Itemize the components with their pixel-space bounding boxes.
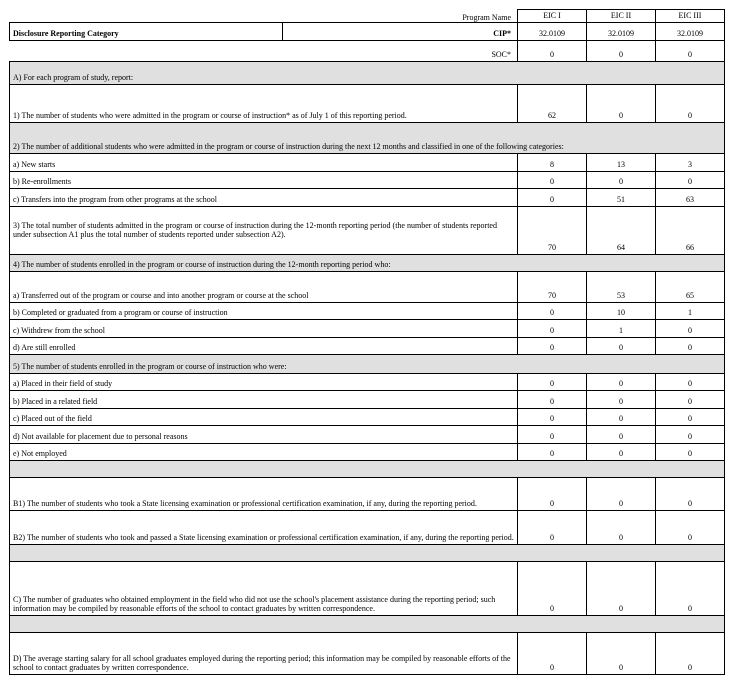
row-value-2: 53 bbox=[587, 272, 656, 303]
row-value-3: 1 bbox=[656, 303, 725, 320]
row-value-2: 0 bbox=[587, 426, 656, 444]
section-a4-label: 4) The number of students enrolled in the program or course of instruction during the 12-month reporting period who: bbox=[10, 255, 725, 272]
row-label: d) Not available for placement due to personal reasons bbox=[10, 426, 518, 444]
row-value-3: 63 bbox=[656, 189, 725, 207]
program-name-label: Program Name bbox=[283, 10, 518, 23]
cip-value-3: 32.0109 bbox=[656, 23, 725, 41]
section-spacer bbox=[10, 616, 725, 633]
row-value-3: 0 bbox=[656, 320, 725, 338]
row-value-1: 0 bbox=[518, 320, 587, 338]
table-row bbox=[10, 633, 725, 675]
row-value-1: 0 bbox=[518, 303, 587, 320]
soc-value-1: 0 bbox=[518, 41, 587, 62]
row-value-1: 0 bbox=[518, 478, 587, 511]
row-value-1: 0 bbox=[518, 391, 587, 409]
section-a4-header bbox=[10, 255, 725, 272]
row-value-3: 0 bbox=[656, 478, 725, 511]
section-a5-header bbox=[10, 355, 725, 374]
table-row bbox=[10, 562, 725, 616]
row-label: b) Re-enrollments bbox=[10, 172, 518, 189]
table-row bbox=[10, 478, 725, 511]
table-row bbox=[10, 338, 725, 355]
row-value-2: 0 bbox=[587, 409, 656, 426]
row-value-2: 0 bbox=[587, 391, 656, 409]
row-value-1: 70 bbox=[518, 272, 587, 303]
row-label: a) Placed in their field of study bbox=[10, 374, 518, 391]
row-value-3: 0 bbox=[656, 409, 725, 426]
row-label: a) Transferred out of the program or course and into another program or course at the school bbox=[10, 272, 518, 303]
row-value-2: 10 bbox=[587, 303, 656, 320]
row-value-1: 0 bbox=[518, 633, 587, 675]
row-value-2: 13 bbox=[587, 154, 656, 172]
disclosure-table bbox=[9, 9, 725, 675]
row-value-1: 0 bbox=[518, 189, 587, 207]
section-spacer bbox=[10, 545, 725, 562]
row-value-2: 0 bbox=[587, 444, 656, 461]
row-label: D) The average starting salary for all school graduates employed during the reporting period; this information may be compiled by reasonable efforts of the school to contact graduates by written correspondence. bbox=[10, 633, 518, 675]
table-row bbox=[10, 272, 725, 303]
section-a2-header bbox=[10, 123, 725, 154]
row-label: b) Placed in a related field bbox=[10, 391, 518, 409]
row-value-2: 0 bbox=[587, 562, 656, 616]
row-label: 3) The total number of students admitted in the program or course of instruction during the 12-month reporting period (the number of students reported under subsection A1 plus the total number of students reported under subsection A2). bbox=[10, 207, 518, 255]
program-name-2: EIC II bbox=[587, 10, 656, 23]
row-value-1: 0 bbox=[518, 374, 587, 391]
row-value-1: 8 bbox=[518, 154, 587, 172]
table-row bbox=[10, 189, 725, 207]
row-value-3: 0 bbox=[656, 172, 725, 189]
section-a5-label: 5) The number of students enrolled in the program or course of instruction who were: bbox=[10, 355, 725, 374]
row-value-3: 0 bbox=[656, 511, 725, 545]
section-spacer bbox=[10, 461, 725, 478]
row-value-2: 0 bbox=[587, 633, 656, 675]
row-label: e) Not employed bbox=[10, 444, 518, 461]
row-value-2: 64 bbox=[587, 207, 656, 255]
row-value-1: 0 bbox=[518, 172, 587, 189]
row-value-3: 0 bbox=[656, 374, 725, 391]
program-name-1: EIC I bbox=[518, 10, 587, 23]
row-value-3: 65 bbox=[656, 272, 725, 303]
row-value-3: 0 bbox=[656, 338, 725, 355]
row-value-1: 62 bbox=[518, 85, 587, 123]
section-a-label: A) For each program of study, report: bbox=[10, 62, 725, 85]
row-value-3: 66 bbox=[656, 207, 725, 255]
row-value-2: 0 bbox=[587, 172, 656, 189]
row-value-2: 0 bbox=[587, 511, 656, 545]
table-row bbox=[10, 320, 725, 338]
table-row bbox=[10, 511, 725, 545]
row-value-3: 0 bbox=[656, 562, 725, 616]
soc-value-2: 0 bbox=[587, 41, 656, 62]
table-row bbox=[10, 444, 725, 461]
row-label: 1) The number of students who were admitted in the program or course of instruction* as of July 1 of this reporting period. bbox=[10, 85, 518, 123]
table-row bbox=[10, 374, 725, 391]
section-a2-label: 2) The number of additional students who were admitted in the program or course of instruction during the next 12 months and classified in one of the following categories: bbox=[10, 123, 725, 154]
table-row bbox=[10, 172, 725, 189]
row-value-3: 0 bbox=[656, 633, 725, 675]
row-value-2: 51 bbox=[587, 189, 656, 207]
soc-label: SOC* bbox=[10, 41, 518, 62]
row-value-1: 0 bbox=[518, 511, 587, 545]
row-value-1: 0 bbox=[518, 562, 587, 616]
row-value-1: 0 bbox=[518, 409, 587, 426]
row-label: a) New starts bbox=[10, 154, 518, 172]
table-row bbox=[10, 409, 725, 426]
row-label: b) Completed or graduated from a program or course of instruction bbox=[10, 303, 518, 320]
row-value-2: 0 bbox=[587, 85, 656, 123]
program-name-row bbox=[10, 10, 725, 23]
row-value-2: 0 bbox=[587, 374, 656, 391]
disclosure-sheet bbox=[9, 9, 724, 675]
row-label: c) Placed out of the field bbox=[10, 409, 518, 426]
category-label: Disclosure Reporting Category bbox=[10, 23, 283, 41]
cip-value-1: 32.0109 bbox=[518, 23, 587, 41]
row-label: c) Transfers into the program from other programs at the school bbox=[10, 189, 518, 207]
row-value-3: 0 bbox=[656, 85, 725, 123]
table-row bbox=[10, 303, 725, 320]
row-label: B1) The number of students who took a State licensing examination or professional certification examination, if any, during the reporting period. bbox=[10, 478, 518, 511]
row-value-2: 0 bbox=[587, 478, 656, 511]
table-row bbox=[10, 85, 725, 123]
row-value-1: 0 bbox=[518, 444, 587, 461]
table-row bbox=[10, 391, 725, 409]
row-value-3: 0 bbox=[656, 426, 725, 444]
row-label: B2) The number of students who took and passed a State licensing examination or professional certification examination, if any, during the reporting period. bbox=[10, 511, 518, 545]
soc-row bbox=[10, 41, 725, 62]
cip-value-2: 32.0109 bbox=[587, 23, 656, 41]
row-value-2: 0 bbox=[587, 338, 656, 355]
program-name-3: EIC III bbox=[656, 10, 725, 23]
cip-row bbox=[10, 23, 725, 41]
table-row bbox=[10, 426, 725, 444]
row-value-3: 3 bbox=[656, 154, 725, 172]
row-value-1: 0 bbox=[518, 338, 587, 355]
row-value-3: 0 bbox=[656, 391, 725, 409]
row-value-3: 0 bbox=[656, 444, 725, 461]
soc-value-3: 0 bbox=[656, 41, 725, 62]
table-row bbox=[10, 154, 725, 172]
table-row bbox=[10, 207, 725, 255]
row-label: c) Withdrew from the school bbox=[10, 320, 518, 338]
row-value-1: 0 bbox=[518, 426, 587, 444]
row-label: d) Are still enrolled bbox=[10, 338, 518, 355]
row-value-1: 70 bbox=[518, 207, 587, 255]
row-label: C) The number of graduates who obtained employment in the field who did not use the school's placement assistance during the reporting period; such information may be compiled by reasonable efforts of the school to contact graduates by written correspondence. bbox=[10, 562, 518, 616]
row-value-2: 1 bbox=[587, 320, 656, 338]
cip-label: CIP* bbox=[283, 23, 518, 41]
section-a-header bbox=[10, 62, 725, 85]
